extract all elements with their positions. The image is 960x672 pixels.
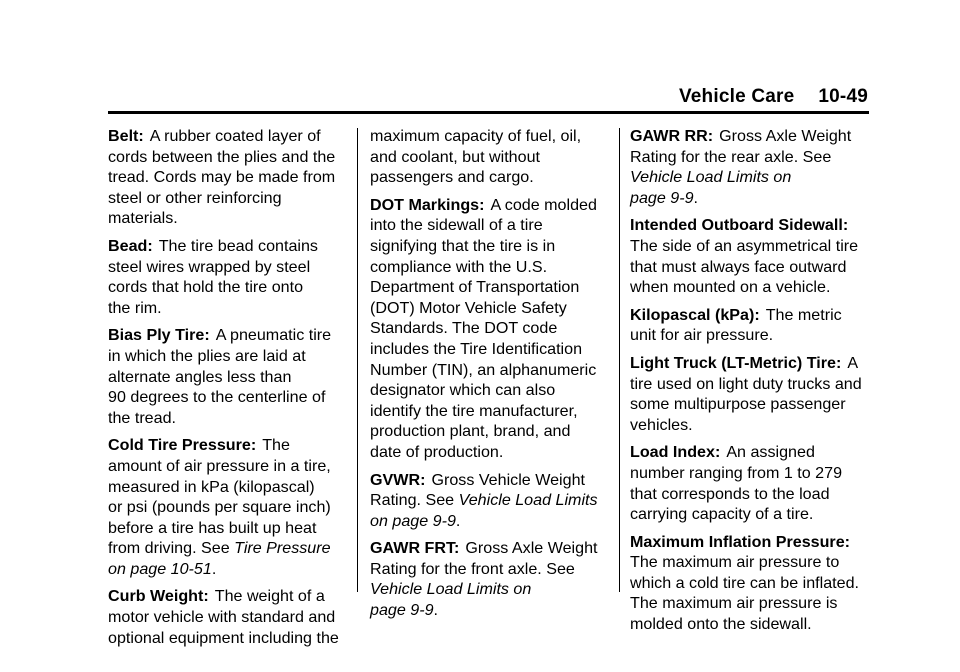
entry-text: and coolant, but without — [370, 147, 540, 166]
entry-text: Number (TIN), an alphanumeric — [370, 360, 597, 379]
glossary-entry — [370, 538, 610, 620]
entry-text: the tread. — [108, 408, 176, 427]
entry-line — [630, 415, 870, 436]
entry-line — [108, 167, 348, 188]
entry-text: when mounted on a vehicle. — [630, 278, 831, 297]
entry-text: optional equipment including the — [108, 628, 339, 647]
entry-text: The — [262, 436, 290, 455]
entry-text: cords that hold the tire onto — [108, 278, 304, 297]
term-colon: : — [147, 236, 153, 255]
entry-line — [370, 318, 610, 339]
entry-text: Gross Axle Weight — [719, 127, 852, 145]
cross-reference: on page 10-51 — [108, 559, 212, 578]
term-colon: : — [754, 305, 760, 324]
entry-text: Gross Axle Weight — [465, 539, 598, 558]
entry-text: Rating for the rear axle. See — [630, 147, 832, 166]
cross-reference: Vehicle Load Limits on — [630, 168, 792, 187]
entry-line — [630, 257, 870, 278]
glossary-entry — [630, 215, 870, 297]
entry-text: The tire bead contains — [158, 236, 318, 255]
glossary-term: Light Truck (LT-Metric) Tire — [630, 353, 836, 372]
entry-line — [630, 147, 870, 168]
entry-text: molded onto the sidewall. — [630, 615, 812, 634]
glossary-entry — [108, 435, 348, 579]
entry-text: 90 degrees to the centerline of — [108, 388, 326, 407]
glossary-entry — [630, 442, 870, 524]
glossary-entry — [108, 126, 348, 229]
entry-line — [108, 477, 348, 498]
glossary-term: Belt — [108, 127, 139, 145]
glossary-term: Kilopascal (kPa) — [630, 305, 755, 324]
glossary-entry — [370, 470, 610, 532]
entry-text: cords between the plies and the — [108, 147, 336, 166]
term-colon: : — [203, 587, 209, 606]
entry-text: materials. — [108, 209, 178, 228]
glossary-term: GAWR RR — [630, 127, 708, 145]
term-colon: : — [479, 195, 485, 214]
entry-text: identify the tire manufacturer, — [370, 401, 578, 420]
entry-line — [108, 518, 348, 539]
glossary-term: Cold Tire Pressure — [108, 436, 251, 455]
entry-text: (DOT) Motor Vehicle Safety — [370, 298, 567, 317]
term-colon: : — [714, 443, 721, 462]
glossary-entry — [108, 586, 348, 648]
cross-reference: page 9-9 — [370, 601, 434, 620]
glossary-entry — [630, 353, 870, 435]
entry-line — [630, 484, 870, 505]
entry-text: that corresponds to the load — [630, 484, 830, 503]
entry-line — [108, 628, 348, 649]
glossary-term: Load Index — [630, 443, 715, 462]
entry-text: before a tire has built up heat — [108, 518, 317, 537]
entry-line — [370, 442, 610, 463]
entry-line — [370, 147, 610, 168]
glossary-entry — [630, 532, 870, 635]
entry-text: The metric — [765, 305, 842, 324]
glossary-term: Maximum Inflation Pressure — [630, 532, 845, 551]
entry-line — [630, 552, 870, 573]
entry-text: from driving. See — [108, 539, 235, 558]
column-divider — [619, 128, 620, 592]
entry-text: signifying that the tire is in — [370, 236, 556, 255]
entry-line — [108, 497, 348, 518]
entry-line — [370, 277, 610, 298]
entry-line — [630, 374, 870, 395]
entry-text: number ranging from 1 to 279 — [630, 463, 843, 482]
entry-line — [370, 600, 610, 621]
cross-reference: Vehicle Load Limits on — [370, 580, 532, 599]
entry-text: A pneumatic tire — [215, 326, 332, 345]
glossary-term: DOT Markings — [370, 195, 480, 214]
column-divider — [357, 128, 358, 592]
entry-line — [630, 532, 870, 553]
entry-text: some multipurpose passenger — [630, 395, 846, 414]
entry-line — [108, 298, 348, 319]
glossary-entry — [108, 325, 348, 428]
entry-text: An assigned — [726, 443, 815, 462]
entry-line — [630, 442, 870, 463]
entry-line — [630, 463, 870, 484]
entry-text: . — [693, 188, 699, 207]
entry-line — [370, 257, 610, 278]
entry-line — [630, 305, 870, 326]
entry-text: . — [433, 601, 439, 620]
column-1 — [108, 126, 348, 655]
entry-line — [108, 586, 348, 607]
entry-text: unit for air pressure. — [630, 326, 774, 345]
entry-line — [108, 126, 348, 147]
entry-text: A — [847, 353, 859, 372]
entry-text: Rating. See — [370, 491, 459, 510]
entry-line — [370, 559, 610, 580]
entry-line — [630, 215, 870, 236]
entry-line — [370, 360, 610, 381]
entry-text: that must always face outward — [630, 257, 847, 276]
entry-text: . — [455, 511, 461, 530]
glossary-term: Bead — [108, 236, 148, 255]
entry-text: tread. Cords may be made from — [108, 168, 336, 187]
entry-line — [370, 195, 610, 216]
entry-text: alternate angles less than — [108, 367, 292, 386]
entry-line — [630, 236, 870, 257]
glossary-entry — [370, 195, 610, 463]
entry-line — [630, 394, 870, 415]
term-colon: : — [835, 353, 842, 372]
entry-line — [630, 325, 870, 346]
entry-line — [370, 401, 610, 422]
entry-line — [108, 188, 348, 209]
entry-text: measured in kPa (kilopascal) — [108, 477, 315, 496]
entry-text: which a cold tire can be inflated. — [630, 573, 860, 592]
entry-line — [108, 257, 348, 278]
entry-line — [370, 538, 610, 559]
column-3 — [630, 126, 870, 642]
entry-line — [630, 573, 870, 594]
entry-line — [370, 490, 610, 511]
entry-line — [108, 325, 348, 346]
entry-text: amount of air pressure in a tire, — [108, 456, 331, 475]
entry-line — [108, 346, 348, 367]
cross-reference: Vehicle Load Limits — [458, 491, 598, 510]
entry-text: compliance with the U.S. — [370, 257, 548, 276]
term-colon: : — [844, 532, 851, 551]
entry-text: tire used on light duty trucks and — [630, 374, 862, 393]
entry-line — [630, 126, 870, 147]
page-number: 10-49 — [818, 86, 868, 107]
entry-line — [370, 215, 610, 236]
entry-line — [108, 147, 348, 168]
entry-text: The maximum air pressure is — [630, 594, 838, 613]
glossary-term: GVWR — [370, 470, 421, 489]
entry-text: Standards. The DOT code — [370, 319, 558, 338]
entry-text: the rim. — [108, 298, 162, 317]
entry-line — [108, 538, 348, 559]
entry-line — [370, 421, 610, 442]
entry-text: Gross Vehicle Weight — [431, 470, 585, 489]
entry-text: Rating for the front axle. See — [370, 559, 575, 578]
glossary-entry — [630, 305, 870, 346]
glossary-term: GAWR FRT — [370, 539, 455, 558]
entry-text: steel or other reinforcing — [108, 188, 282, 207]
entry-text: into the sidewall of a tire — [370, 216, 543, 235]
entry-line — [108, 456, 348, 477]
entry-line — [370, 579, 610, 600]
entry-text: A code molded — [490, 195, 597, 214]
entry-text: designator which can also — [370, 381, 556, 400]
entry-text: . — [211, 559, 217, 578]
entry-line — [370, 236, 610, 257]
entry-line — [630, 167, 870, 188]
section-title: Vehicle Care — [678, 86, 795, 107]
entry-line — [108, 559, 348, 580]
term-colon: : — [204, 326, 210, 345]
entry-line — [370, 126, 610, 147]
entry-text: A rubber coated layer of — [149, 127, 321, 145]
header-rule — [108, 111, 869, 114]
entry-line — [108, 208, 348, 229]
entry-line — [370, 298, 610, 319]
term-colon: : — [420, 470, 426, 489]
entry-text: production plant, brand, and — [370, 422, 571, 441]
entry-text: in which the plies are laid at — [108, 346, 306, 365]
entry-line — [108, 607, 348, 628]
page-header — [679, 86, 868, 108]
term-colon: : — [138, 127, 144, 145]
entry-line — [630, 188, 870, 209]
entry-text: carrying capacity of a tire. — [630, 505, 814, 524]
entry-text: motor vehicle with standard and — [108, 608, 336, 627]
entry-line — [370, 167, 610, 188]
entry-line — [108, 277, 348, 298]
entry-text: Department of Transportation — [370, 278, 580, 297]
entry-text: includes the Tire Identification — [370, 339, 583, 358]
entry-line — [370, 511, 610, 532]
cross-reference: Tire Pressure — [234, 539, 331, 558]
term-colon: : — [707, 127, 714, 145]
entry-line — [630, 353, 870, 374]
entry-line — [630, 277, 870, 298]
term-colon: : — [842, 216, 849, 235]
entry-line — [630, 593, 870, 614]
entry-text: passengers and cargo. — [370, 168, 534, 187]
term-colon: : — [250, 436, 257, 455]
entry-line — [108, 236, 348, 257]
entry-line — [108, 387, 348, 408]
glossary-term: Curb Weight — [108, 587, 204, 606]
entry-line — [630, 504, 870, 525]
glossary-entry — [108, 236, 348, 318]
entry-text: date of production. — [370, 442, 504, 461]
column-2 — [370, 126, 610, 628]
entry-text: The side of an asymmetrical tire — [630, 236, 859, 255]
entry-line — [370, 339, 610, 360]
glossary-term: Bias Ply Tire — [108, 326, 205, 345]
entry-line — [630, 614, 870, 635]
glossary-entry — [630, 126, 870, 208]
entry-text: vehicles. — [630, 415, 693, 434]
term-colon: : — [454, 539, 460, 558]
entry-text: The weight of a — [214, 587, 325, 606]
entry-text: maximum capacity of fuel, oil, — [370, 127, 582, 145]
entry-line — [108, 408, 348, 429]
entry-text: steel wires wrapped by steel — [108, 257, 311, 276]
entry-line — [370, 470, 610, 491]
glossary-entry — [370, 126, 610, 188]
glossary-term: Intended Outboard Sidewall — [630, 216, 843, 235]
entry-line — [108, 367, 348, 388]
cross-reference: page 9-9 — [630, 188, 694, 207]
cross-reference: on page 9-9 — [370, 511, 456, 530]
entry-text: or psi (pounds per square inch) — [108, 498, 331, 517]
entry-line — [108, 435, 348, 456]
entry-line — [370, 380, 610, 401]
entry-text: The maximum air pressure to — [630, 553, 840, 572]
